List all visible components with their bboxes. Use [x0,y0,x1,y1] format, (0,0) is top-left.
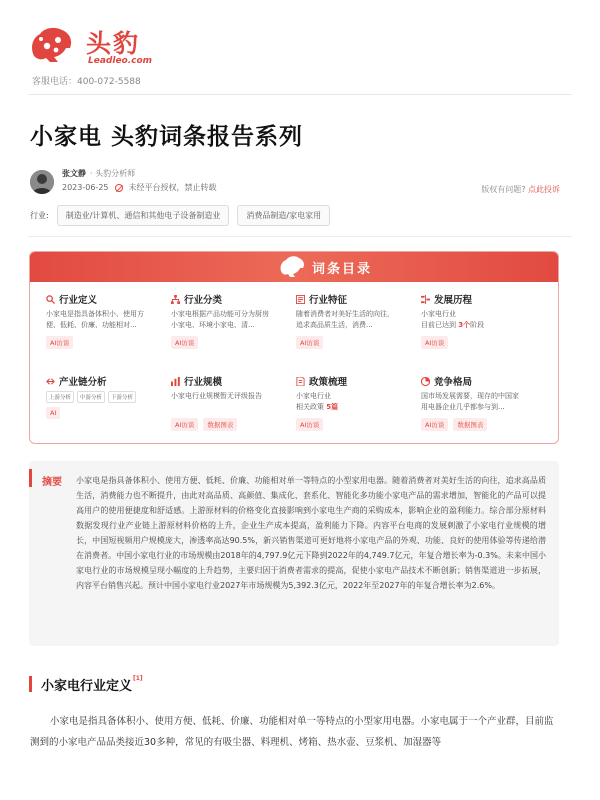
section-body: 小家电是指具备体积小、使用方便、低耗、价廉、功能相对单一等特点的小型家用电器。小家电属于一个产业群，目前监测到的小家电产品品类接近30多种，常见的有吸尘器、料理机、烤箱、热水壶、豆浆机、加湿器等 [30,716,554,748]
author-line [62,168,135,179]
desc-text: 相关政策 [296,403,327,411]
toc-item-desc: 小家电是指具备体积小、使用方便、低耗、价廉、功能相对... [46,310,144,329]
toc-item-title: 行业定义 [59,295,98,306]
desc-highlight: 3个 [458,321,471,329]
section-divider [28,236,572,237]
ai-interview-chip[interactable]: AI [46,407,60,419]
chain-subtags [46,391,169,403]
toc-item-title: 行业特征 [309,295,348,306]
section-title [41,675,143,694]
toc-item-definition[interactable] [44,292,169,368]
complaint-link[interactable]: 点此投诉 [528,185,560,194]
toc-item-features[interactable] [294,292,419,368]
logo-domain: Leadleo.com [88,56,153,66]
toc-item-title: 行业分类 [184,295,223,306]
toc-item-title: 政策梳理 [309,377,348,388]
reference-marker[interactable]: [1] [133,675,143,682]
toc-title: 词条目录 [312,262,373,277]
ai-interview-chip[interactable]: AI访谈 [171,418,198,431]
toc-item-desc [421,309,525,331]
section-title-text: 小家电行业定义 [41,679,133,694]
leopard-head-icon [278,255,306,279]
desc-highlight: 5篇 [326,403,339,411]
industry-row [30,205,330,226]
toc-grid [30,282,558,444]
header-divider [28,94,572,95]
toc-item-desc: 随着消费者对美好生活的向往，追求高品质生活，消费... [296,310,394,329]
toc-item-title: 产业链分析 [59,377,107,388]
ai-interview-chip[interactable]: AI访谈 [296,418,323,431]
midstream-tag[interactable]: 中游分析 [77,391,105,403]
toc-header [30,252,558,282]
policy-icon [296,377,305,386]
abstract-text: 小家电是指具备体积小、使用方便、低耗、价廉、功能相对单一等特点的小型家用电器。随着消费者对美好生活的向往，追求高品质生活，消费能力也不断提升，由此对高品质、高颜值、集成化、套系化、智能化多功能小家电产品的需求增加，智能化的产品可以提高用户的使用便捷度和舒适感。上游原材料的价格变化直接影响到小家电生产商的采购成本，影响企业的盈利能力。综合部分原材料数据发现行业产业链上游原材料价格的上升，企业生产成本提高，盈利能力下降。内容平台电商的发展刺激了小家电行业规模的增长，中国短视频用户规模庞大，渗透率高达90.5%，新兴销售渠道可更好地将小家电产品的外观、功能、良好的使用体验等传递给潜在消费者。中国小家电行业的市场规模由2018年的4,797.9亿元下降到2022年的4,749.7亿元，年复合增长率为-0.3%。未来中国小家电行业的市场规模呈现小幅度的上升趋势，主要归因于消费者需求的提高，促使小家电产品技术不断创新；销售渠道进一步拓展，内容平台销售兴起。预计中国小家电行业2027年市场规模为5,392.3亿元，2022年至2027年的年复合增长率为2.6%。 [76,476,546,590]
timeline-icon [421,295,430,304]
toc-item-title: 竞争格局 [434,377,473,388]
toc-item-desc: 国市场发展需要，现存的中国家用电器企业几乎都参与到... [421,392,519,411]
report-title: 小家电 头豹词条报告系列 [30,124,304,150]
toc-item-title: 行业规模 [184,377,223,388]
toc-item-desc: 小家电根据产品功能可分为厨房小家电、环境小家电、清... [171,310,269,329]
hierarchy-icon [171,295,180,304]
copyright-question: 版权有问题? [481,185,526,194]
date-line [62,182,217,193]
logo-wordmark: 头豹 [86,29,141,58]
avatar-image-icon [30,170,54,194]
abstract-box [29,461,559,646]
author-name[interactable]: 张文静 [62,169,86,178]
toc-item-industry-chain[interactable] [44,374,169,444]
toc-panel [29,251,559,444]
industry-label: 行业: [30,211,49,220]
feature-icon [296,295,305,304]
data-chart-chip[interactable]: 数据图表 [203,418,237,431]
chain-icon [46,377,55,386]
upstream-tag[interactable]: 上游分析 [46,391,74,403]
toc-item-competition[interactable] [419,374,544,444]
toc-item-market-size[interactable] [169,374,294,444]
data-chart-chip[interactable]: 数据图表 [453,418,487,431]
abstract-accent-bar [29,469,32,487]
pie-icon [421,377,430,386]
desc-text: 目前已达到 [421,321,459,329]
reprint-notice: 未经平台授权，禁止转载 [128,183,217,192]
toc-item-policy[interactable] [294,374,419,444]
ai-interview-chip[interactable]: AI访谈 [421,418,448,431]
prohibited-icon [115,184,123,192]
customer-phone: 客服电话：400-072-5588 [32,77,141,87]
desc-text: 阶段 [470,321,485,329]
toc-item-desc [296,391,400,413]
author-avatar [30,170,54,194]
toc-item-history[interactable] [419,292,544,368]
magnifier-icon [46,295,55,304]
bar-chart-icon [171,377,180,386]
leopard-head-icon [28,26,74,66]
desc-line: 小家电行业 [421,310,456,318]
industry-tag[interactable]: 消费品制造/家电家用 [237,205,330,226]
ai-interview-chip[interactable]: AI访谈 [171,336,198,349]
abstract-label: 摘要 [42,477,62,488]
ai-interview-chip[interactable]: AI访谈 [296,336,323,349]
industry-tag[interactable]: 制造业/计算机、通信和其他电子设备制造业 [57,205,230,226]
section-accent-bar [29,676,32,692]
toc-item-classification[interactable] [169,292,294,368]
copyright-complaint [481,184,560,195]
publish-date: 2023-06-25 [62,183,109,192]
ai-interview-chip[interactable]: AI访谈 [46,336,73,349]
leadleo-logo[interactable] [28,24,152,70]
author-role: · 头豹分析师 [90,169,136,178]
toc-item-title: 发展历程 [434,295,473,306]
downstream-tag[interactable]: 下游分析 [108,391,136,403]
toc-item-desc: 小家电行业规模暂无评级报告 [171,392,262,400]
desc-line: 小家电行业 [296,392,331,400]
ai-interview-chip[interactable]: AI访谈 [421,336,448,349]
